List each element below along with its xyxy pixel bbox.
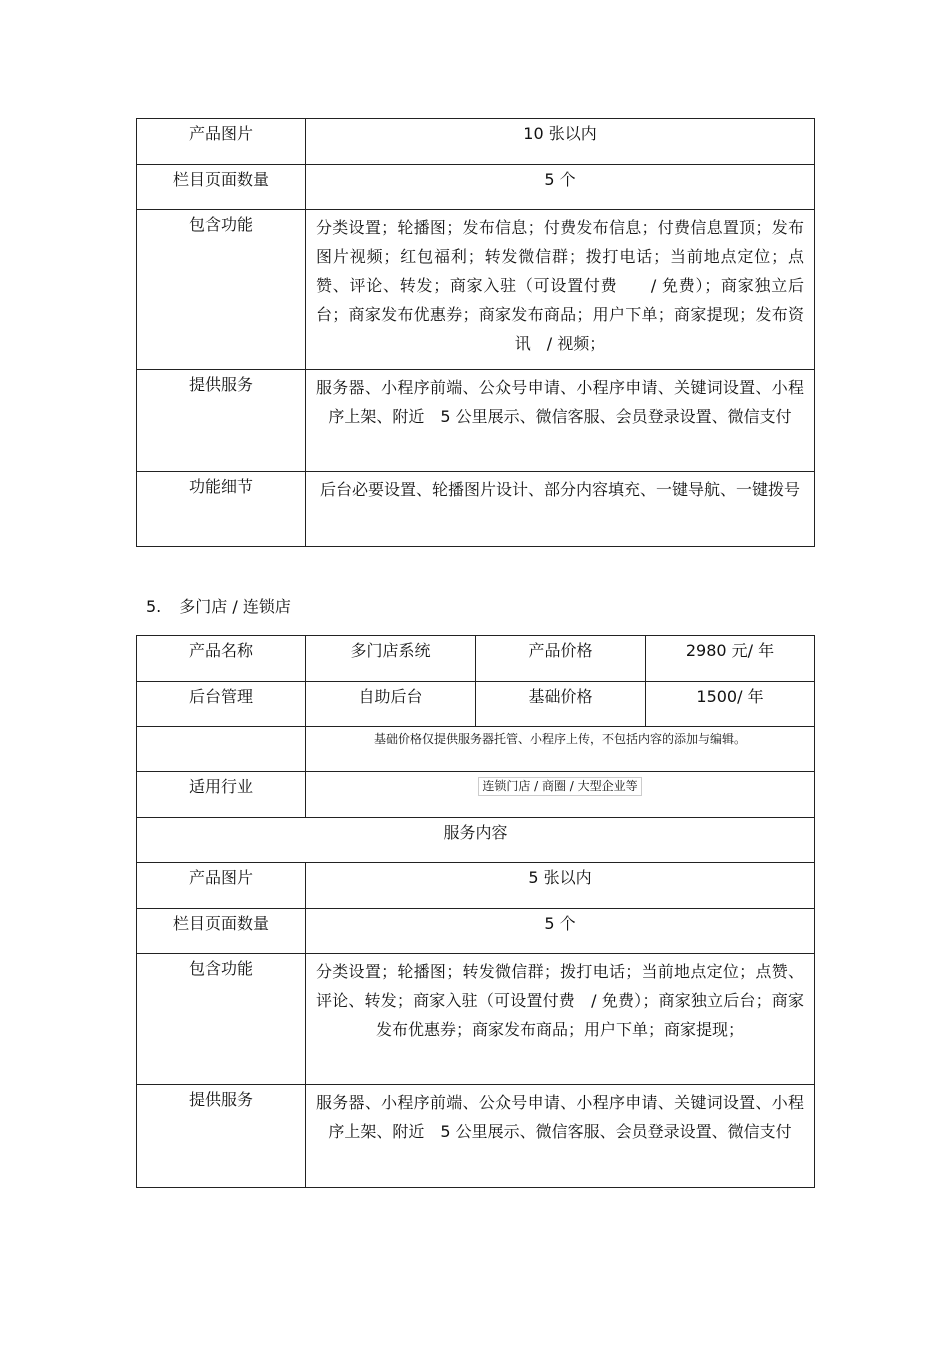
product-spec-table-2 <box>136 635 815 1188</box>
features-value: 分类设置；轮播图；转发微信群；拨打电话；当前地点定位；点赞、评论、转发；商家入驻（可设置付费 / 免费）；商家独立后台；商家发布优惠券；商家发布商品；用户下单；商家提现； <box>306 954 815 1085</box>
row-value: 后台必要设置、轮播图片设计、部分内容填充、一键导航、一键拨号 <box>306 472 815 547</box>
row-value: 分类设置；轮播图；发布信息；付费发布信息；付费信息置顶；发布图片视频；红包福利；转发微信群；拨打电话；当前地点定位；点赞、评论、转发；商家入驻（可设置付费 / 免费）；商家独立后台；商家发布优惠券；商家发布商品；用户下单；商家提现；发布资讯 / 视频； <box>306 210 815 370</box>
row-label: 提供服务 <box>137 370 306 472</box>
pages-label: 栏目页面数量 <box>137 909 306 954</box>
industry-value: 连锁门店 / 商圈 / 大型企业等 <box>478 777 641 796</box>
base-price-value: 1500/ 年 <box>646 682 815 727</box>
empty-cell <box>137 727 306 772</box>
row-value: 服务器、小程序前端、公众号申请、小程序申请、关键词设置、小程序上架、附近 5 公里展示、微信客服、会员登录设置、微信支付 <box>306 370 815 472</box>
industry-label: 适用行业 <box>137 772 306 818</box>
services-label: 提供服务 <box>137 1085 306 1188</box>
row-label: 栏目页面数量 <box>137 165 306 210</box>
price-label: 产品价格 <box>476 636 646 682</box>
pages-value: 5 个 <box>306 909 815 954</box>
service-header: 服务内容 <box>137 818 815 863</box>
product-name-value: 多门店系统 <box>306 636 476 682</box>
row-value: 5 个 <box>306 165 815 210</box>
backend-value: 自助后台 <box>306 682 476 727</box>
section-heading <box>146 594 291 617</box>
row-label: 功能细节 <box>137 472 306 547</box>
row-label: 产品图片 <box>137 119 306 165</box>
row-value: 10 张以内 <box>306 119 815 165</box>
images-value: 5 张以内 <box>306 863 815 909</box>
section-number: 5. <box>146 597 162 616</box>
price-value: 2980 元/ 年 <box>646 636 815 682</box>
base-price-note: 基础价格仅提供服务器托管、小程序上传，不包括内容的添加与编辑。 <box>306 727 815 772</box>
product-spec-table-1 <box>136 118 815 547</box>
backend-label: 后台管理 <box>137 682 306 727</box>
base-price-label: 基础价格 <box>476 682 646 727</box>
images-label: 产品图片 <box>137 863 306 909</box>
features-label: 包含功能 <box>137 954 306 1085</box>
section-title: 多门店 / 连锁店 <box>179 597 291 616</box>
product-name-label: 产品名称 <box>137 636 306 682</box>
industry-cell <box>306 772 815 818</box>
services-value: 服务器、小程序前端、公众号申请、小程序申请、关键词设置、小程序上架、附近 5 公里展示、微信客服、会员登录设置、微信支付 <box>306 1085 815 1188</box>
row-label: 包含功能 <box>137 210 306 370</box>
